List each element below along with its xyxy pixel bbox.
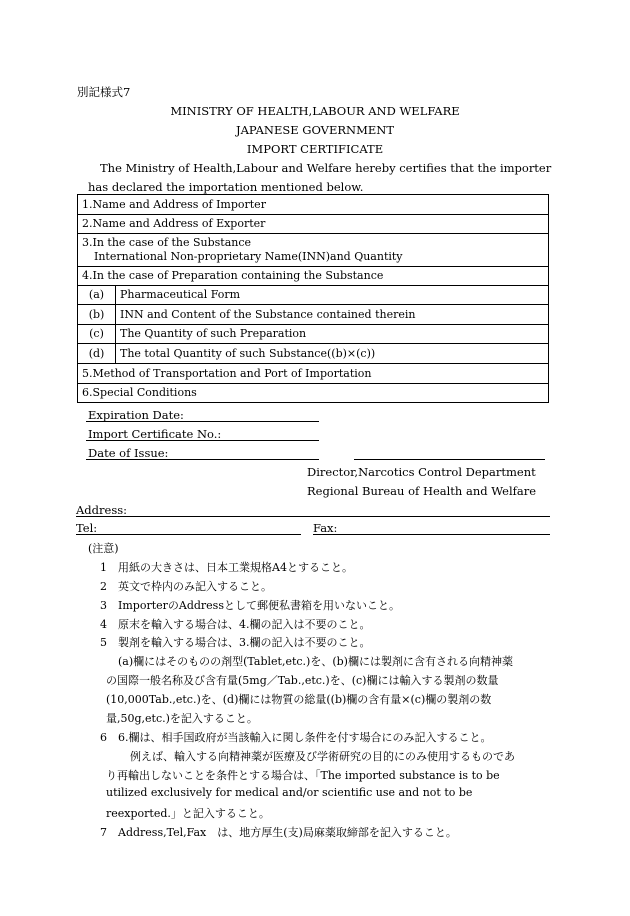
row-sub-c [78, 325, 549, 344]
sub-a-text[interactable]: Pharmaceutical Form [116, 286, 549, 305]
transport-cell[interactable]: 5.Method of Transportation and Port of Importation [78, 364, 549, 384]
issue-date-label: Date of Issue: [88, 446, 169, 460]
sub-d-label: (d) [78, 344, 116, 364]
sub-b-label: (b) [78, 305, 116, 325]
tel-label: Tel: [76, 521, 98, 535]
note-6-line-2: り再輸出しないことを条件とする場合は、「The imported substance is to be [106, 769, 500, 782]
note-5-line-4: 量,50g,etc.)を記入すること。 [106, 712, 258, 725]
fax-label: Fax: [313, 521, 338, 535]
sub-d-text[interactable]: The total Quantity of such Substance((b)×(c)) [116, 344, 549, 364]
cert-no-label: Import Certificate No.: [88, 427, 222, 441]
header-ministry: MINISTRY OF HEALTH,LABOUR AND WELFARE [170, 104, 460, 118]
note-5-line-1: (a)欄にはそのものの剤型(Tablet,etc.)を、(b)欄には製剤に含有される向精神薬 [118, 655, 513, 668]
certificate-table [77, 194, 549, 403]
sub-c-label: (c) [78, 325, 116, 344]
substance-line-1: 3.In the case of the Substance [82, 236, 252, 249]
signature-bureau: Regional Bureau of Health and Welfare [307, 484, 537, 498]
row-sub-d [78, 344, 549, 364]
preparation-cell: 4.In the case of Preparation containing the Substance [78, 267, 549, 286]
expiration-date-field[interactable] [86, 421, 319, 422]
row-substance [78, 234, 549, 267]
note-6-line-3: utilized exclusively for medical and/or scientific use and not to be [106, 786, 473, 799]
sub-a-label: (a) [78, 286, 116, 305]
note-5-line-2: の国際一般名称及び含有量(5mg／Tab.,etc.)を、(c)欄には輸入する製剤の数量 [106, 674, 499, 687]
row-conditions [78, 384, 549, 403]
row-importer [78, 195, 549, 215]
tel-field[interactable] [76, 534, 301, 535]
row-sub-b [78, 305, 549, 325]
cert-no-field[interactable] [86, 440, 319, 441]
notes-title: (注意) [88, 542, 119, 555]
header-title: IMPORT CERTIFICATE [246, 142, 384, 156]
note-2: 2 英文で枠内のみ記入すること。 [100, 580, 272, 593]
row-transport [78, 364, 549, 384]
note-3: 3 ImporterのAddressとして郵便私書箱を用いないこと。 [100, 599, 400, 612]
intro-line-1: The Ministry of Health,Labour and Welfare hereby certifies that the importer [100, 161, 552, 175]
expiration-date-label: Expiration Date: [88, 408, 184, 422]
address-label: Address: [76, 503, 128, 517]
note-4: 4 原末を輸入する場合は、4.欄の記入は不要のこと。 [100, 618, 371, 631]
form-id: 別記様式7 [77, 85, 131, 99]
row-exporter [78, 215, 549, 234]
fax-field[interactable] [313, 534, 550, 535]
exporter-cell[interactable]: 2.Name and Address of Exporter [78, 215, 549, 234]
intro-line-2: has declared the importation mentioned below. [88, 180, 364, 194]
note-6: 6 6.欄は、相手国政府が当該輸入に関し条件を付す場合にのみ記入すること。 [100, 731, 492, 744]
signature-title: Director,Narcotics Control Department [307, 465, 536, 479]
header-government: JAPANESE GOVERNMENT [235, 123, 395, 137]
note-7: 7 Address,Tel,Fax は、地方厚生(支)局麻薬取締部を記入すること。 [100, 826, 457, 839]
address-field[interactable] [76, 516, 550, 517]
note-6-line-4: reexported.」と記入すること。 [106, 807, 270, 820]
note-1: 1 用紙の大きさは、日本工業規格A4とすること。 [100, 561, 353, 574]
note-5: 5 製剤を輸入する場合は、3.欄の記入は不要のこと。 [100, 636, 371, 649]
sub-c-text[interactable]: The Quantity of such Preparation [116, 325, 549, 344]
substance-cell[interactable] [78, 234, 549, 267]
row-sub-a [78, 286, 549, 305]
issue-date-field[interactable] [86, 459, 319, 460]
note-5-line-3: (10,000Tab.,etc.)を、(d)欄には物質の総量((b)欄の含有量×(c)欄の製剤の数 [106, 693, 492, 706]
substance-line-2: International Non-proprietary Name(INN)and Quantity [94, 250, 403, 263]
conditions-cell[interactable]: 6.Special Conditions [78, 384, 549, 403]
importer-cell[interactable]: 1.Name and Address of Importer [78, 195, 549, 215]
sub-b-text[interactable]: INN and Content of the Substance contained therein [116, 305, 549, 325]
row-preparation [78, 267, 549, 286]
note-6-line-1: 例えば、輸入する向精神薬が医療及び学術研究の目的にのみ使用するものであ [130, 750, 515, 763]
signature-line[interactable] [354, 459, 545, 460]
